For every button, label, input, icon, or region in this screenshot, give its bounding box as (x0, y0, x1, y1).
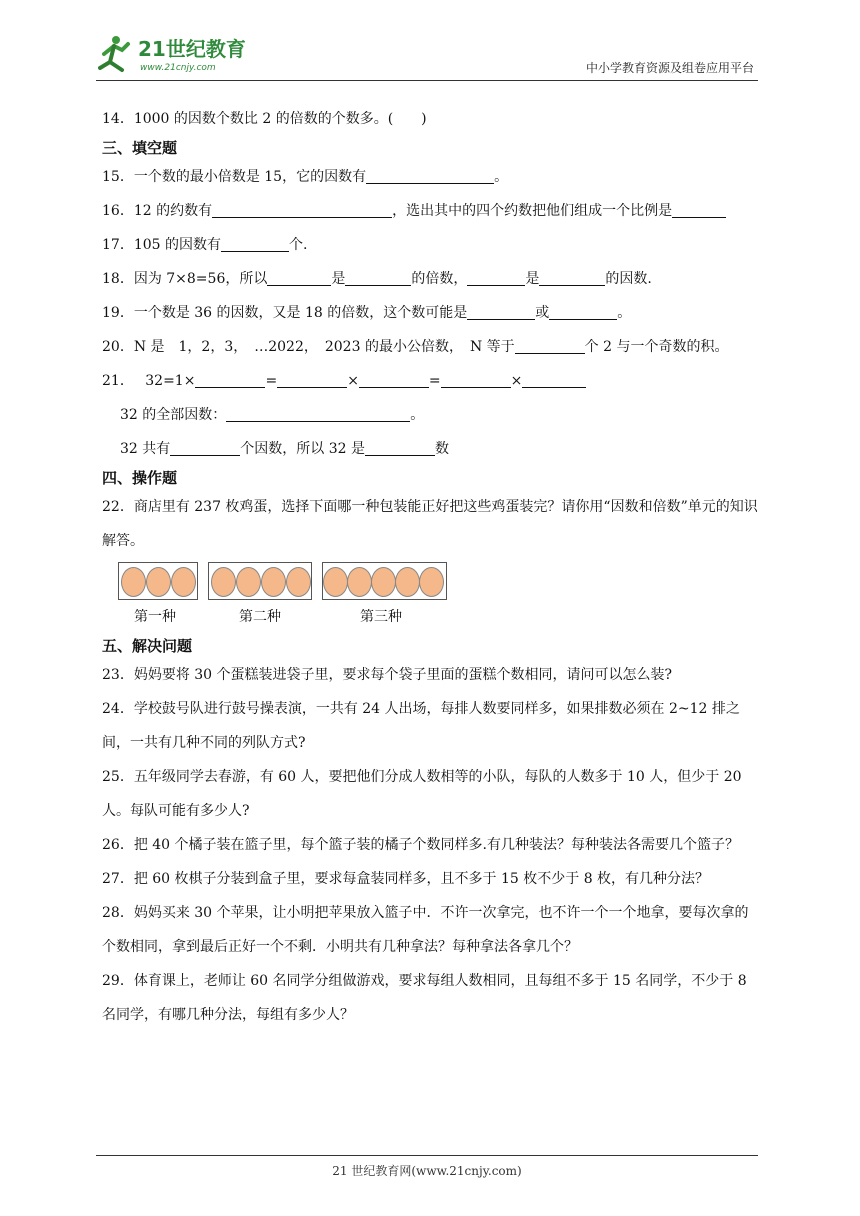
egg-icon (261, 567, 286, 597)
header-platform-text: 中小学教育资源及组卷应用平台 (585, 61, 754, 75)
answer-blank[interactable] (345, 271, 411, 286)
egg-box-options (102, 562, 762, 634)
q21-line3-mid: 个因数，所以 32 是 (240, 441, 365, 457)
question-16 (102, 194, 762, 228)
answer-blank[interactable] (366, 169, 494, 184)
question-21-line3 (102, 432, 762, 466)
egg-icon (323, 567, 348, 597)
answer-blank[interactable] (365, 441, 435, 456)
egg-icon (236, 567, 261, 597)
q19-mid: 或 (535, 305, 550, 321)
q21-line3-post: 数 (434, 441, 449, 457)
answer-blank[interactable] (195, 373, 265, 388)
egg-box-label: 第三种 (360, 609, 402, 625)
q18-b: 的倍数， (411, 271, 468, 287)
question-21 (102, 364, 762, 398)
egg-box-3 (322, 562, 447, 600)
logo-url: www.21cnjy.com (140, 63, 216, 73)
question-24: 24．学校鼓号队进行鼓号操表演，一共有 24 人出场，每排人数要同样多，如果排数必须在 2~12 排之间，一共有几种不同的列队方式? (102, 701, 740, 751)
section-fill: 三、填空题 (102, 139, 178, 157)
egg-icon (419, 567, 444, 597)
logo-text: 21世纪教育 (138, 37, 246, 61)
question-28: 28．妈妈买来 30 个苹果，让小明把苹果放入篮子中．不许一次拿完，也不许一个一个地拿，要每次拿的个数相同，拿到最后正好一个不剩．小明共有几种拿法？每种拿法各拿几个？ (102, 905, 749, 955)
q21-line2-text: 32 的全部因数： (120, 407, 227, 423)
section-solve: 五、解决问题 (102, 637, 193, 655)
question-19 (102, 296, 762, 330)
answer-blank[interactable] (359, 373, 429, 388)
answer-blank[interactable] (539, 271, 605, 286)
egg-icon (121, 567, 146, 597)
q20-text: 20．N 是 1，2，3， …2022， 2023 的最小公倍数， N 等于 (102, 339, 515, 355)
times-sign: × (510, 373, 523, 389)
answer-blank[interactable] (441, 373, 511, 388)
q21-text: 21． 32=1× (102, 373, 196, 389)
equals-sign: = (428, 373, 441, 389)
q21-line3-text: 32 共有 (120, 441, 171, 457)
question-17 (102, 228, 762, 262)
question-26: 26．把 40 个橘子装在篮子里，每个篮子装的橘子个数同样多.有几种装法？每种装法各需要几个篮子？ (102, 837, 739, 853)
egg-icon (371, 567, 396, 597)
q19-text: 19．一个数是 36 的因数，又是 18 的倍数，这个数可能是 (102, 305, 468, 321)
answer-blank[interactable] (212, 203, 392, 218)
answer-blank[interactable] (672, 203, 726, 218)
q18-d: 的因数. (605, 271, 652, 287)
runner-icon (100, 36, 128, 70)
section-operation: 四、操作题 (102, 469, 178, 487)
egg-icon (211, 567, 236, 597)
equals-sign: = (265, 373, 278, 389)
page-footer: 21 世纪教育网(www.21cnjy.com) (96, 1155, 758, 1179)
answer-blank[interactable] (277, 373, 347, 388)
question-15 (102, 160, 762, 194)
q15-post: 。 (494, 169, 509, 185)
question-22: 22．商店里有 237 枚鸡蛋，选择下面哪一种包装能正好把这些鸡蛋装完？请你用“因数和倍数”单元的知识解答。 (102, 499, 758, 549)
answer-blank[interactable] (226, 407, 410, 422)
q17-post: 个. (289, 237, 308, 253)
answer-blank[interactable] (221, 237, 289, 252)
answer-blank[interactable] (467, 271, 525, 286)
q17-text: 17．105 的因数有 (102, 237, 221, 253)
q15-text: 15．一个数的最小倍数是 15，它的因数有 (102, 169, 367, 185)
egg-icon (286, 567, 311, 597)
egg-box-1 (118, 562, 198, 600)
q18-text: 18．因为 7×8=56，所以 (102, 271, 268, 287)
egg-box-label: 第一种 (134, 609, 176, 625)
egg-icon (171, 567, 196, 597)
question-29: 29．体育课上，老师让 60 名同学分组做游戏，要求每组人数相同，且每组不多于 15 名同学，不少于 8 名同学，有哪几种分法，每组有多少人？ (102, 973, 747, 1023)
question-18 (102, 262, 762, 296)
q16-text: 16．12 的约数有 (102, 203, 213, 219)
q18-c: 是 (525, 271, 540, 287)
answer-blank[interactable] (267, 271, 331, 286)
egg-box-2 (208, 562, 312, 600)
question-23: 23．妈妈要将 30 个蛋糕装进袋子里，要求每个袋子里面的蛋糕个数相同，请问可以怎么装? (102, 667, 673, 683)
times-sign: × (347, 373, 359, 389)
q20-post: 个 2 与一个奇数的积。 (584, 339, 729, 355)
worksheet-content (102, 102, 762, 1032)
egg-icon (146, 567, 171, 597)
answer-blank[interactable] (515, 339, 585, 354)
egg-icon (347, 567, 372, 597)
q19-post: 。 (617, 305, 632, 321)
answer-blank[interactable] (522, 373, 586, 388)
question-21-line2 (102, 398, 762, 432)
answer-blank[interactable] (170, 441, 240, 456)
q21-line2-post: 。 (410, 407, 425, 423)
question-27: 27．把 60 枚棋子分装到盒子里，要求每盒装同样多，且不多于 15 枚不少于 8 枚，有几种分法？ (102, 871, 710, 887)
question-20 (102, 330, 762, 364)
logo (96, 32, 266, 76)
answer-blank[interactable] (467, 305, 535, 320)
answer-blank[interactable] (549, 305, 617, 320)
q18-a: 是 (331, 271, 346, 287)
egg-icon (395, 567, 420, 597)
question-14: 14．1000 的因数个数比 2 的倍数的个数多。( ) (102, 111, 427, 127)
egg-box-label: 第二种 (239, 609, 281, 625)
q16-mid: ，选出其中的四个约数把他们组成一个比例是 (392, 203, 673, 219)
page-header (96, 30, 758, 81)
question-25: 25．五年级同学去春游，有 60 人，要把他们分成人数相等的小队，每队的人数多于 10 人，但少于 20 人。每队可能有多少人? (102, 769, 742, 819)
